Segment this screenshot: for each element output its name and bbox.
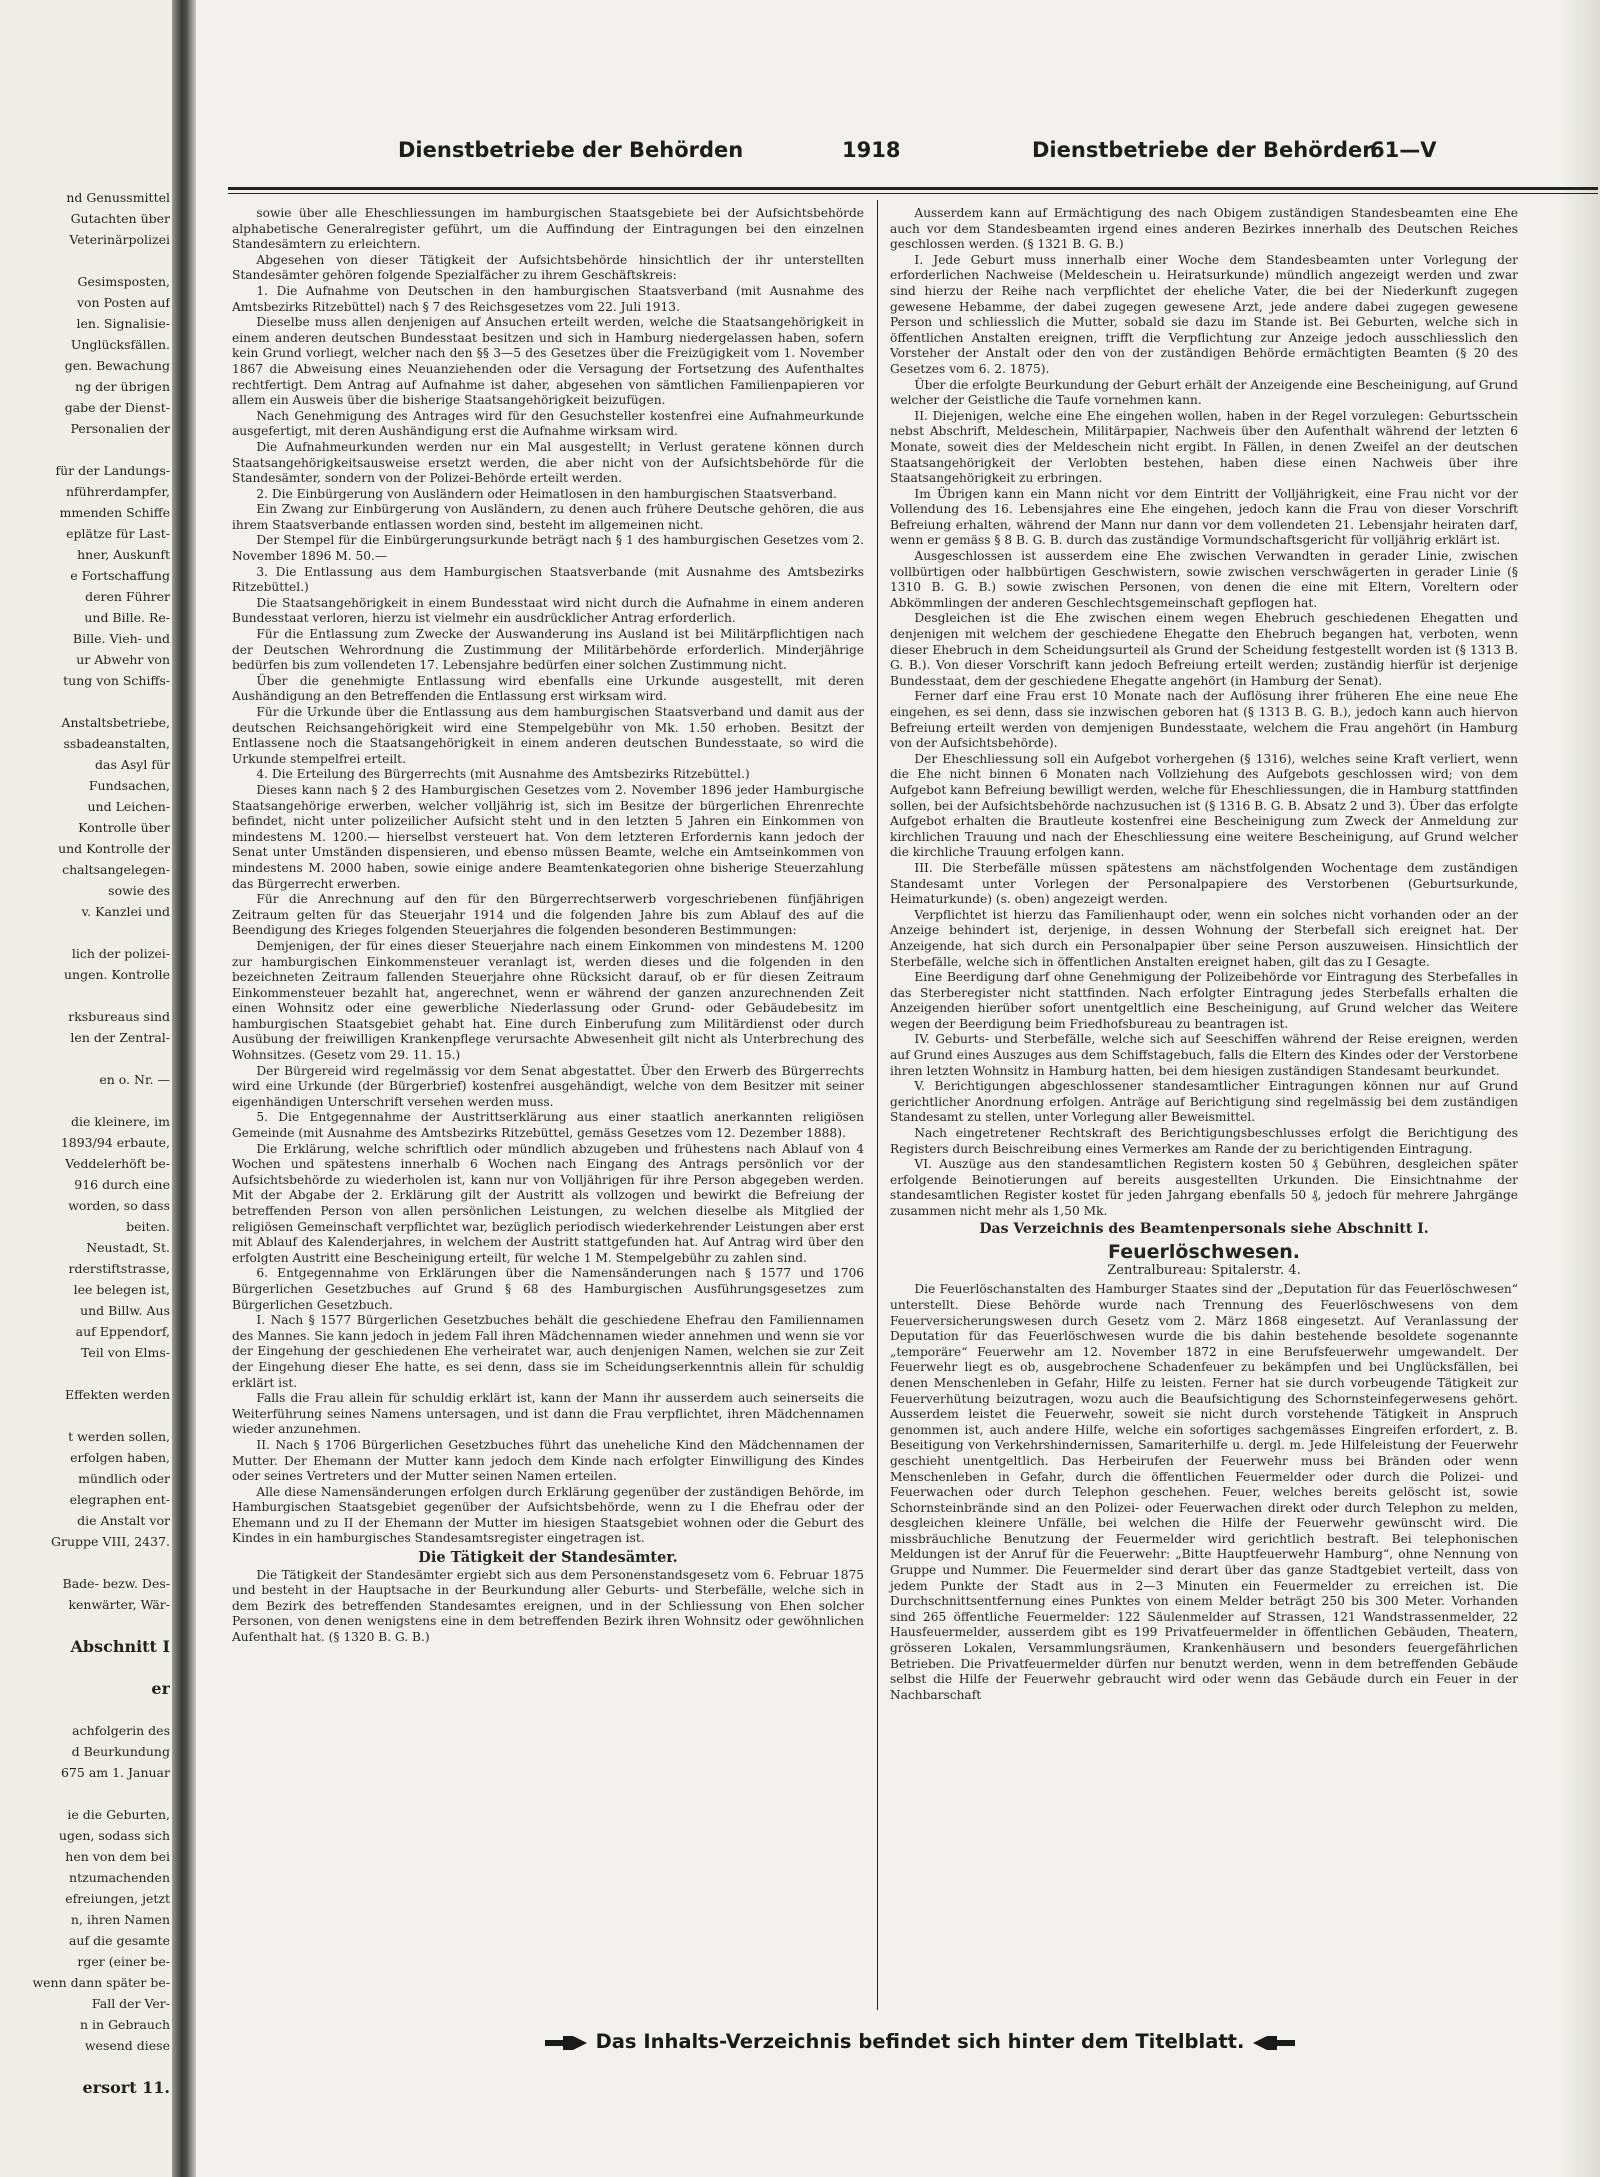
strip-line xyxy=(2,442,170,458)
strip-line: ssbadeanstalten, xyxy=(63,736,170,751)
strip-line: Gruppe VIII, 2437. xyxy=(51,1534,170,1549)
strip-line: gabe der Dienst- xyxy=(64,400,170,415)
strip-line: wenn dann später be- xyxy=(32,1975,170,1990)
paragraph: II. Nach § 1706 Bürgerlichen Gesetzbuches führt das uneheliche Kind den Mädchennamen der Mutter. Der Ehemann der Mutter kann jedoch dem Kinde nach erfolgter Einwilligung des Kindes oder seines Vertreters und der Mutter seinen Namen erteilen. xyxy=(232,1437,864,1484)
paragraph: Verpflichtet ist hierzu das Familienhaupt oder, wenn ein solches nicht vorhanden oder an der Anzeige behindert ist, derjenige, in dessen Wohnung der Sterbefall sich ereignet hat. Der Anzeigende, hat sich durch ein Personalpapier über seine Person auszuweisen. Hinsichtlich der Sterbefälle, welche sich in öffentlichen Anstalten ereignet haben, gilt das zu I Gesagte. xyxy=(890,907,1518,969)
strip-line: ur Abwehr von xyxy=(76,652,170,667)
previous-page-strip xyxy=(0,0,172,2177)
strip-line: kenwärter, Wär- xyxy=(68,1597,170,1612)
strip-line xyxy=(2,1786,170,1802)
pointing-hand-left-icon xyxy=(1251,2034,1297,2052)
paragraph: Ausserdem kann auf Ermächtigung des nach Obigem zuständigen Standesbeamten eine Ehe auch vor dem Standesbeamten irgend eines anderen Bezirkes innerhalb des Deutschen Reiches geschlossen werden. (§ 1321 B. G. B.) xyxy=(890,206,1518,252)
strip-line: Abschnitt I xyxy=(70,1639,170,1655)
paragraph: sowie über alle Eheschliessungen im hamburgischen Staatsgebiete bei der Aufsichtsbehörde alphabetische Generalregister geführt, um die Auffindung der Eintragungen bei den einzelnen Standesämtern zu erleichtern. xyxy=(232,206,864,252)
paragraph: Dieses kann nach § 2 des Hamburgischen Gesetzes vom 2. November 1896 jeder Hamburgische Staatsangehörige erwerben, welcher volljährig ist, sich im Besitze der bürgerlichen Ehrenrechte befindet, nicht unter polizeilicher Aufsicht steht und in den letzten 5 Jahren ein Einkommen von mindestens M. 1200.— hierselbst versteuert hat. Von dem letzteren Erfordernis kann jedoch der Senat unter Umständen dispensieren, und ebenso müssen Beamte, welche ein Amtseinkommen von mindestens M. 2000 haben, sowie einige andere Beamtenkategorien ohne bisherige Steuerzahlung das Bürgerrecht erwerben. xyxy=(232,782,864,891)
header-rule-thin xyxy=(228,193,1598,194)
strip-line xyxy=(2,694,170,710)
paragraph: Der Bürgereid wird regelmässig vor dem Senat abgestattet. Über den Erwerb des Bürgerrechts wird eine Urkunde (der Bürgerbrief) kostenfrei ausgehändigt, welche von dem Besitzer mit seiner eigenhändigen Unterschrift versehen werden muss. xyxy=(232,1063,864,1109)
strip-line: ng der übrigen xyxy=(75,379,170,394)
paragraph: 2. Die Einbürgerung von Ausländern oder Heimatlosen in den hamburgischen Staatsverband. xyxy=(256,486,837,501)
strip-line: hen von dem bei xyxy=(65,1849,170,1864)
strip-line: sowie des xyxy=(108,883,170,898)
strip-line: und Bille. Re- xyxy=(84,610,170,625)
strip-line: ungen. Kontrolle xyxy=(64,967,170,982)
strip-line: Personalien der xyxy=(70,421,170,436)
strip-line: Veddelerhöft be- xyxy=(65,1156,170,1171)
strip-line: Gutachten über xyxy=(70,211,170,226)
strip-line: ersort 11. xyxy=(82,2080,170,2096)
strip-line xyxy=(2,1618,170,1634)
strip-line: d Beurkundung xyxy=(71,1744,170,1759)
strip-line: Unglücksfällen. xyxy=(70,337,170,352)
strip-line: eplätze für Last- xyxy=(66,526,170,541)
paragraph: Dieselbe muss allen denjenigen auf Ansuchen erteilt werden, welche die Staatsangehörigkeit in einem anderen deutschen Bundesstaat besitzen und sich in Hamburg niedergelassen haben, sofern kein Grund vorliegt, welcher nach den §§ 3—5 des Gesetzes über die Freizügigkeit vom 1. November 1867 die Abweisung eines Neuanziehenden oder die Versagung der Fortsetzung des Aufenthaltes rechtfertigt. Dem Antrag auf Aufnahme ist daher, abgesehen von sämtlichen Familienpapieren vor allem ein Ausweis über die bisherige Staatsangehörigkeit beizufügen. xyxy=(232,315,864,408)
strip-line xyxy=(2,1093,170,1109)
strip-line: 675 am 1. Januar xyxy=(60,1765,170,1780)
strip-line: 1893/94 erbaute, xyxy=(60,1135,170,1150)
strip-line: nd Genussmittel xyxy=(66,190,170,205)
strip-line: Bille. Vieh- und xyxy=(72,631,170,646)
strip-line xyxy=(2,2059,170,2075)
strip-line: n, ihren Namen xyxy=(70,1912,170,1927)
paragraph: II. Diejenigen, welche eine Ehe eingehen wollen, haben in der Regel vorzulegen: Geburtsschein nebst Abschrift, Meldeschein, Militärpapier, Nachweis über den Aufenthalt während der letzten 6 Monate, soweit dies der Meldeschein nicht ergibt. In Fällen, in denen Zweifel an der deutschen Staatsangehörigkeit der Verlobten bestehen, haben diese einen Nachweis über ihre Staatsangehörigkeit zu erbringen. xyxy=(890,408,1518,486)
strip-line: elegraphen ent- xyxy=(69,1492,170,1507)
strip-line: wesend diese xyxy=(84,2038,170,2053)
strip-line: mündlich oder xyxy=(78,1471,170,1486)
strip-line: Veterinärpolizei xyxy=(69,232,170,247)
strip-line: Gesimsposten, xyxy=(77,274,170,289)
paragraph: 4. Die Erteilung des Bürgerrechts (mit Ausnahme des Amtsbezirks Ritzebüttel.) xyxy=(256,767,750,782)
strip-line xyxy=(2,1555,170,1571)
strip-line: Anstaltsbetriebe, xyxy=(61,715,170,730)
strip-line xyxy=(2,988,170,1004)
paragraph: Desgleichen ist die Ehe zwischen einem wegen Ehebruch geschiedenen Ehegatten und denjenigen mit welchem der geschiedene Ehegatte den Ehebruch begangen hat, verboten, wenn dieser Ehebruch in dem Scheidungsurteil als Grund der Scheidung festgestellt worden ist (§ 1313 B. G. B.). Von dieser Vorschrift kann jedoch Befreiung erteilt werden; zuständig hierfür ist derjenige Bundesstaat, dem der geschiedene Ehegatte angehört (in Hamburg der Senat). xyxy=(890,611,1518,688)
strip-line: chaltsangelegen- xyxy=(62,862,170,877)
strip-line: auf Eppendorf, xyxy=(75,1324,170,1339)
feuerloeschwesen-text: Die Feuerlöschanstalten des Hamburger Staates sind der „Deputation für das Feuerlöschwesen“ unterstellt. Diese Behörde wurde nach Trennung des Feuerlöschwesens von dem Feuerversicherungswesen durch Gesetz vom 2. März 1868 eingesetzt. Auf Veranlassung der Deputation für das Feuerlöschwesen wurde die bis dahin bestehende besoldete sogenannte „temporäre“ Feuerwehr am 12. November 1872 in eine Berufsfeuerwehr umgewandelt. Der Feuerwehr liegt es ob, ausgebrochene Schadenfeuer zu bekämpfen und bei Unglücksfällen, bei denen Menschenleben in Gefahr, Hilfe zu leisten. Ferner hat sie durch vorbeugende Tätigkeit zur Feuerverhütung beizutragen, wozu auch die Beaufsichtigung des Schornsteinfegerwesens gehört. Ausserdem leistet die Feuerwehr, soweit sie nicht durch vorstehende Tätigkeit in Anspruch genommen ist, auch andere Hilfe, welche ein sofortiges sachgemässes Eingreifen erfordert, z. B. Beseitigung von Verkehrshindernissen, Samariterhilfe u. dergl. m. Jede Hilfeleistung der Feuerwehr geschieht unentgeltlich. Das Herbeirufen der Feuerwehr muss bei Bränden oder wenn Menschenleben in Gefahr, durch die öffentlichen Feuermelder oder durch die Polizei- und Feuerwachen oder durch Telephon geschehen. Feuer, welches bereits gelöscht ist, sowie Schornsteinbrände sind an den Polizei- oder Feuerwachen direkt oder durch Telephon zu melden, desgleichen kleinere Unfälle, bei welchen die Hilfe der Feuerwehr gewünscht wird. Die missbräuchliche Benutzung der Feuermelder wird gerichtlich bestraft. Bei telephonischen Meldungen ist der Anruf für die Feuerwehr: „Bitte Hauptfeuerwehr Hamburg“, ohne Nennung von Gruppe und Nummer. Die Feuermelder sind derart über das ganze Stadtgebiet verteilt, dass von jedem Punkte der Stadt aus in 2—3 Minuten ein Feuermelder zu erreichen ist. Die Durchschnittsentfernung eines Punktes von einem Melder beträgt 250 bis 300 Meter. Vorhanden sind 265 öffentliche Feuermelder: 122 Säulenmelder auf Strassen, 121 Wandstrassenmelder, 22 Hausfeuermelder, ausserdem gibt es 199 Privatfeuermelder in öffentlichen Gebäuden, Theatern, grösseren Lokalen, Versammlungsräumen, Krankenhäusern und besonders feuergefährlichen Betrieben. Die Privatfeuermelder dürfen nur benutzt werden, wenn in dem betreffenden Gebäude selbst die Hilfe der Feuerwehr gebraucht wird oder wenn das Gebäude durch ein Feuer in der Nachbarschaft xyxy=(890,1282,1518,1702)
paragraph: Ein Zwang zur Einbürgerung von Ausländern, zu denen auch frühere Deutsche gehören, die aus ihrem Staatsverbande entlassen worden sind, besteht im allgemeinen nicht. xyxy=(232,502,864,532)
paragraph: Die Aufnahmeurkunden werden nur ein Mal ausgestellt; in Verlust geratene können durch Staatsangehörigkeitsausweise ersetzt werden, die aber nicht von der Aufsichtsbehörde für die Standesämter, sondern von der Polizei-Behörde erteilt werden. xyxy=(232,439,864,486)
pointing-hand-right-icon xyxy=(543,2034,589,2052)
strip-line: nführerdampfer, xyxy=(65,484,170,499)
strip-line: 916 durch eine xyxy=(74,1177,170,1192)
strip-line: worden, so dass xyxy=(68,1198,170,1213)
strip-line: n in Gebrauch xyxy=(80,2017,170,2032)
paragraph: Der Eheschliessung soll ein Aufgebot vorhergehen (§ 1316), welches seine Kraft verliert, wenn die Ehe nicht binnen 6 Monaten nach Vollziehung des Aufgebots geschlossen wird; von dem Aufgebot kann Befreiung bewilligt werden, welche für Eheschliessungen, die in Hamburg stattfinden sollen, bei der Aufsichtsbehörde nachzusuchen ist (§ 1316 B. G. B. Absatz 2 und 3). Über das erfolgte Aufgebot erhalten die Brautleute kostenfrei eine Bescheinigung zum Zweck der Anmeldung zur kirchlichen Trauung und nach der Eheschliessung eine weitere Bescheinigung, auf Grund welcher die kirchliche Trauung erfolgen kann. xyxy=(890,751,1518,860)
section-heading-feuerloeschwesen: Feuerlöschwesen. xyxy=(1108,1241,1300,1264)
paragraph: Alle diese Namensänderungen erfolgen durch Erklärung gegenüber der zuständigen Behörde, im Hamburgischen Staatsgebiet gegenüber der Aufsichtsbehörde, wenn zu I die Ehefrau oder der Ehemann und zu II der Ehemann der Mutter im hiesigen Staatsgebiet wohnen oder die Geburt des Kindes in ein hamburgisches Standesamtsregister eingetragen ist. xyxy=(232,1484,864,1546)
footer-notice xyxy=(470,2030,1370,2053)
paragraph: 3. Die Entlassung aus dem Hamburgischen Staatsverbande (mit Ausnahme des Amtsbezirks Ritzebüttel.) xyxy=(232,564,864,595)
strip-line: hner, Auskunft xyxy=(77,547,170,562)
standesaemter-text: Die Tätigkeit der Standesämter ergiebt sich aus dem Personenstandsgesetz vom 6. Februar 1875 und besteht in der Hauptsache in der Beurkundung aller Geburts- und Sterbefälle, welche sich in dem Bezirk des betreffenden Standesamtes ereignen, und in der Schliessung von Ehen solcher Personen, von denen wenigstens eine in dem betreffenden Bezirk ihren Wohnsitz oder gewöhnlichen Aufenthalt hat. (§ 1320 B. G. B.) xyxy=(232,1567,864,1645)
paragraph: Die Staatsangehörigkeit in einem Bundesstaat wird nicht durch die Aufnahme in einem anderen Bundesstaat verloren, hierzu ist vielmehr ein ausdrücklicher Antrag erforderlich. xyxy=(232,595,864,626)
column-left-paragraphs xyxy=(232,206,864,1547)
paragraph: I. Jede Geburt muss innerhalb einer Woche dem Standesbeamten unter Vorlegung der erforderlichen Nachweise (Meldeschein u. Heiratsurkunde) mündlich angezeigt werden und zwar sind hierzu der Reihe nach verpflichtet der eheliche Vater, die bei der Niederkunft zugegen gewesene Hebamme, der dabei zugegen gewesene Arzt, jede andere dabei zugegen gewesene Person und schliesslich die Mutter, sobald sie dazu im Stande ist. Bei Geburten, welche sich in öffentlichen Anstalten ereignen, trifft die Verpflichtung zur Anzeige jedoch ausschliesslich den Vorsteher der Anstalt oder den von der zuständigen Behörde ermächtigten Beamten (§ 20 des Gesetzes vom 6. 2. 1875). xyxy=(890,252,1518,376)
paragraph: Für die Entlassung zum Zwecke der Auswanderung ins Ausland ist bei Militärpflichtigen nach der Deutschen Wehrordnung die Zustimmung der Militärbehörde erforderlich. Minderjährige bedürfen bis zum vollendeten 17. Lebensjahre bedürfen einer solchen Zustimmung nicht. xyxy=(232,627,864,673)
strip-line: Bade- bezw. Des- xyxy=(62,1576,170,1591)
strip-line: rderstiftstrasse, xyxy=(68,1261,170,1276)
strip-line xyxy=(2,1408,170,1424)
paragraph: Eine Beerdigung darf ohne Genehmigung der Polizeibehörde vor Eintragung des Sterbefalles in das Sterberegister nicht stattfinden. Nach erfolgter Eintragung jedes Sterbefalls erhalten die Anzeigenden hierüber sofort unentgeltlich eine Bescheinigung, auf Grund welcher das Weitere wegen der Beerdigung beim Friedhofsbureau zu beantragen ist. xyxy=(890,970,1518,1031)
strip-line: len der Zentral- xyxy=(70,1030,170,1045)
strip-line: Fall der Ver- xyxy=(91,1996,170,2011)
footer-text: Das Inhalts-Verzeichnis befindet sich hinter dem Titelblatt. xyxy=(595,2030,1245,2053)
running-head-year: 1918 xyxy=(842,138,901,162)
strip-line: und Kontrolle der xyxy=(58,841,170,856)
strip-line: er xyxy=(151,1681,170,1697)
strip-line: Fundsachen, xyxy=(88,778,170,793)
paragraph: Über die genehmigte Entlassung wird ebenfalls eine Urkunde ausgestellt, mit deren Aushändigung an den Betreffenden die Entlassung erst wirksam wird. xyxy=(232,673,864,704)
column-left xyxy=(232,206,864,1646)
paragraph: Nach eingetretener Rechtskraft des Berichtigungsbeschlusses erfolgt die Berichtigung des Registers durch Beischreibung eines Vermerkes am Rande der zu berichtigenden Eintragung. xyxy=(890,1126,1518,1156)
strip-line xyxy=(2,1702,170,1718)
paragraph: I. Nach § 1577 Bürgerlichen Gesetzbuches behält die geschiedene Ehefrau den Familiennamen des Mannes. Sie kann jedoch in jedem Fall ihren Mädchennamen wieder annehmen und wenn sie vor der Eingehung der geschiedenen Ehe verheiratet war, auch denjenigen Namen, welchen sie zur Zeit der Eingehung dieser Ehe hatte, es sei denn, dass sie im Scheidungserkenntnis allein für schuldig erklärt ist. xyxy=(232,1313,864,1390)
paragraph: Im Übrigen kann ein Mann nicht vor dem Eintritt der Volljährigkeit, eine Frau nicht vor der Vollendung des 16. Lebensjahres eine Ehe eingehen, jedoch kann die Frau von dieser Vorschrift Befreiung erhalten, während der Mann nur dann vor dem vollendeten 21. Lebensjahr heiraten darf, wenn er gemäss § 8 B. G. B. durch das zuständige Vormundschaftsgericht für volljährig erklärt ist. xyxy=(890,486,1518,548)
paragraph: V. Berichtigungen abgeschlossener standesamtlicher Eintragungen können nur auf Grund gerichtlicher Anordnung erfolgen. Anträge auf Berichtigung sind regelmässig bei dem zuständigen Standesamt zu stellen, unter Vorlegung aller Beweismittel. xyxy=(890,1079,1518,1125)
strip-line: Teil von Elms- xyxy=(81,1345,170,1360)
paragraph: VI. Auszüge aus den standesamtlichen Registern kosten 50 ₰ Gebühren, desgleichen später erfolgende Beinotierungen auf bereits ausgestellten Urkunden. Die Einsichtnahme der standesamtlichen Register kostet für jeden Jahrgang ebenfalls 50 ₰, jedoch für mehrere Jahrgänge zusammen nicht mehr als 1,50 Mk. xyxy=(890,1157,1518,1218)
strip-line: mmenden Schiffe xyxy=(59,505,170,520)
strip-line xyxy=(2,1660,170,1676)
paragraph: Der Stempel für die Einbürgerungsurkunde beträgt nach § 1 des hamburgischen Gesetzes vom 2. November 1896 M. 50.— xyxy=(232,533,864,564)
paragraph: 5. Die Entgegennahme der Austrittserklärung aus einer staatlich anerkannten religiösen Gemeinde (mit Ausnahme des Amtsbezirks Ritzebüttel, gemäss Gesetzes vom 12. Dezember 1888). xyxy=(232,1110,864,1141)
paragraph: Abgesehen von dieser Tätigkeit der Aufsichtsbehörde hinsichtlich der ihr unterstellten Standesämter gehören folgende Spezialfächer zu ihrem Geschäftskreis: xyxy=(232,252,864,283)
strip-line: deren Führer xyxy=(85,589,170,604)
strip-line: für der Landungs- xyxy=(55,463,170,478)
strip-line: en o. Nr. — xyxy=(99,1072,170,1087)
strip-line: tung von Schiffs- xyxy=(63,673,170,688)
strip-line: rger (einer be- xyxy=(77,1954,170,1969)
strip-line: Neustadt, St. xyxy=(86,1240,170,1255)
strip-line: auf die gesamte xyxy=(68,1933,170,1948)
strip-line: ie die Geburten, xyxy=(67,1807,170,1822)
paragraph: Die Erklärung, welche schriftlich oder mündlich abzugeben und frühestens nach Ablauf von 4 Wochen und spätestens innerhalb 6 Wochen nach Eingang des Antrags persönlich vor der Aufsichtsbehörde zu wiederholen ist, kann nur von Volljährigen für ihre Person abgegeben werden. Mit der Abgabe der 2. Erklärung gilt der Austritt als vollzogen und bewirkt die Befreiung der betreffenden Person von allen persönlichen Leistungen, zu welchen dieselbe als Mitglied der religiösen Gemeinschaft verpflichtet war, bezüglich periodisch wiederkehrender Leistungen aber erst mit Ablauf des Kalenderjahres, in welchem der Austritt stattgefunden hat. Auf Antrag wird über den erfolgten Austritt eine Bescheinigung erteilt, für welche 1 M. Stempelgebühr zu zahlen sind. xyxy=(232,1141,864,1265)
strip-line: erfolgen haben, xyxy=(70,1450,170,1465)
column-right xyxy=(890,206,1518,1703)
strip-line: efreiungen, jetzt xyxy=(65,1891,170,1906)
strip-line: gen. Bewachung xyxy=(64,358,170,373)
book-gutter xyxy=(172,0,196,2177)
paragraph: Ausgeschlossen ist ausserdem eine Ehe zwischen Verwandten in gerader Linie, zwischen vollbürtigen oder halbbürtigen Geschwistern, sowie zwischen verschwägerten in gerader Linie (§ 1310 B. G. B.) sowie zwischen Personen, von denen die eine mit Eltern, Voreltern oder Abkömmlingen der anderen Geschlechtsgemeinschaft gepflogen hat. xyxy=(890,549,1518,610)
strip-line: ntzumachenden xyxy=(69,1870,170,1885)
page-number: 61—V xyxy=(1370,138,1437,162)
strip-line: von Posten auf xyxy=(76,295,170,310)
strip-line xyxy=(2,1051,170,1067)
strip-line: t werden sollen, xyxy=(68,1429,170,1444)
strip-line: e Fortschaffung xyxy=(70,568,170,583)
strip-line: beiten. xyxy=(126,1219,170,1234)
running-head-left: Dienstbetriebe der Behörden xyxy=(398,138,744,162)
strip-line: v. Kanzlei und xyxy=(81,904,170,919)
strip-line xyxy=(2,1366,170,1382)
strip-line: rksbureaus sind xyxy=(68,1009,170,1024)
strip-line: lee belegen ist, xyxy=(73,1282,170,1297)
cross-reference: Das Verzeichnis des Beamtenpersonals siehe Abschnitt I. xyxy=(979,1220,1429,1237)
paragraph: Demjenigen, der für eines dieser Steuerjahre nach einem Einkommen von mindestens M. 1200 zur hamburgischen Einkommensteuer veranlagt ist, werden dieses und die folgenden in den bezeichneten Zeitraum fallenden Steuerjahre ohne Rücksicht darauf, ob er für diesen Zeitraum Einkommensteuer bezahlt hat, angerechnet, wenn er während der ganzen anzurechnenden Zeit einen Wohnsitz oder eine gewerbliche Niederlassung oder Grund- oder Gebäudebesitz im hamburgischen Staatsgebiet gehabt hat. Eine durch Einberufung zum Militärdienst oder durch Ausübung der freiwilligen Krankenpflege verursachte Abwesenheit gilt nicht als Unterbrechung des Wohnsitzes. (Gesetz vom 29. 11. 15.) xyxy=(232,938,864,1063)
strip-line: das Asyl für xyxy=(95,757,170,772)
strip-line: die Anstalt vor xyxy=(77,1513,170,1528)
strip-line: achfolgerin des xyxy=(72,1723,170,1738)
strip-line: lich der polizei- xyxy=(71,946,170,961)
strip-line: ugen, sodass sich xyxy=(58,1828,170,1843)
paragraph: Ferner darf eine Frau erst 10 Monate nach der Auflösung ihrer früheren Ehe eine neue Ehe eingehen, es sei denn, dass sie inzwischen geboren hat (§ 1313 B. G. B.), jedoch kann auch hiervon Befreiung erteilt werden von demjenigen Bundesstaate, welchem die Frau angehört (in Hamburg von der Aufsichtsbehörde). xyxy=(890,689,1518,751)
strip-line: und Billw. Aus xyxy=(80,1303,170,1318)
strip-line xyxy=(2,925,170,941)
paragraph: Über die erfolgte Beurkundung der Geburt erhält der Anzeigende eine Bescheinigung, auf Grund welcher der Geistliche die Taufe vornehmen kann. xyxy=(890,377,1518,408)
column-divider xyxy=(877,200,878,2010)
paragraph: IV. Geburts- und Sterbefälle, welche sich auf Seeschiffen während der Reise ereignen, werden auf Grund eines Auszuges aus dem Schiffstagebuch, falls die Eltern des Kindes oder der Verstorbene ihren letzten Wohnsitz in Hamburg hatten, bei dem hiesigen zuständigen Standesamt beurkundet. xyxy=(890,1032,1518,1078)
paragraph: Falls die Frau allein für schuldig erklärt ist, kann der Mann ihr ausserdem auch seinerseits die Weiterführung seines Namens untersagen, und ist dann die Frau verpflichtet, ihren Mädchennamen wieder anzunehmen. xyxy=(232,1391,864,1437)
strip-line xyxy=(2,253,170,269)
running-head-right: Dienstbetriebe der Behörden xyxy=(1032,138,1378,162)
column-right-paragraphs xyxy=(890,206,1518,1220)
strip-line: Effekten werden xyxy=(65,1387,170,1402)
strip-line: und Leichen- xyxy=(87,799,170,814)
paragraph: III. Die Sterbefälle müssen spätestens am nächstfolgenden Wochentage dem zuständigen Standesamt unter Vorlegen der Personalpapiere des Verstorbenen (Geburtsurkunde, Heimaturkunde) (s. oben) angezeigt werden. xyxy=(890,860,1518,907)
header-rule xyxy=(228,187,1598,190)
section-heading-standesaemter: Die Tätigkeit der Standesämter. xyxy=(418,1549,678,1567)
paragraph: 1. Die Aufnahme von Deutschen in den hamburgischen Staatsverband (mit Ausnahme des Amtsbezirks Ritzebüttel) nach § 7 des Reichsgesetzes vom 22. Juli 1913. xyxy=(232,283,864,314)
paragraph: Nach Genehmigung des Antrages wird für den Gesuchsteller kostenfrei eine Aufnahmeurkunde ausgefertigt, mit deren Aushändigung erst die Aufnahme wirksam wird. xyxy=(232,408,864,439)
strip-line: len. Signalisie- xyxy=(76,316,170,331)
page-edge-shadow xyxy=(1512,0,1600,2177)
paragraph: Für die Urkunde über die Entlassung aus dem hamburgischen Staatsverband und damit aus der deutschen Reichsangehörigkeit wird eine Stempelgebühr von Mk. 1.50 erhoben. Besitzt der Entlassene noch die Staatsangehörigkeit in einem anderen deutschen Bundesstaate, so wird die Urkunde stempelfrei erteilt. xyxy=(232,705,864,766)
paragraph: 6. Entgegennahme von Erklärungen über die Namensänderungen nach § 1577 und 1706 Bürgerlichen Gesetzbuches auf Grund § 68 des Hamburgischen Ausführungsgesetzes zum Bürgerlichen Gesetzbuch. xyxy=(232,1266,864,1312)
paragraph: Für die Anrechnung auf den für den Bürgerrechtserwerb vorgeschriebenen fünfjährigen Zeitraum gelten für das Steuerjahr 1914 und die folgenden Jahre bis zum Ablauf des auf die Beendigung des Krieges folgenden Steuerjahres die folgenden besonderen Bestimmungen: xyxy=(232,892,864,938)
strip-line: die kleinere, im xyxy=(71,1114,170,1129)
strip-line: Kontrolle über xyxy=(78,820,170,835)
section-address: Zentralbureau: Spitalerstr. 4. xyxy=(1107,1262,1301,1278)
